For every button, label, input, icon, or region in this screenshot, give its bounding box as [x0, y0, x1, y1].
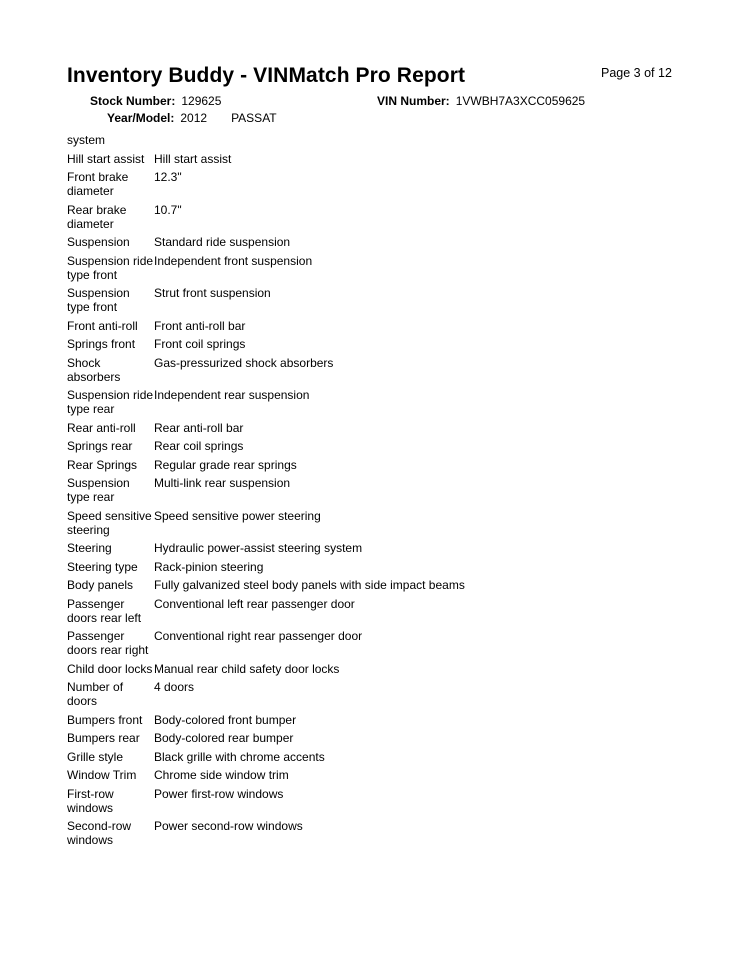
spec-row [67, 731, 465, 745]
spec-value: Hill start assist [154, 151, 232, 166]
spec-label: Steering type [67, 559, 138, 574]
vin-number-label: VIN Number: [377, 94, 450, 108]
year-model-label: Year/Model: [107, 111, 175, 125]
spec-label: First-row windows [67, 786, 114, 815]
spec-row [67, 170, 465, 198]
spec-value: Regular grade rear springs [154, 457, 297, 472]
spec-row [67, 662, 465, 676]
spec-value: Front anti-roll bar [154, 318, 246, 333]
stock-number [90, 94, 221, 108]
spec-value: Manual rear child safety door locks [154, 661, 340, 676]
spec-value: Body-colored rear bumper [154, 731, 294, 745]
spec-value: Standard ride suspension [154, 235, 291, 249]
spec-label: Suspension type front [67, 286, 130, 314]
spec-value: Independent rear suspension [154, 388, 310, 402]
spec-label: Passenger doors rear right [67, 629, 149, 657]
year-model [107, 111, 277, 125]
spec-label: Suspension ride type rear [67, 388, 154, 416]
spec-label: Suspension type rear [67, 476, 130, 504]
spec-row [67, 750, 465, 764]
year-value: 2012 [180, 111, 208, 125]
spec-row [67, 421, 465, 435]
spec-label: Speed sensitive steering [67, 508, 152, 537]
spec-value: Strut front suspension [154, 286, 271, 300]
spec-label: Second-row windows [67, 819, 132, 847]
spec-value: Power second-row windows [154, 819, 303, 833]
spec-label: Springs front [67, 337, 136, 351]
spec-row [67, 560, 465, 574]
spec-row [67, 458, 465, 472]
spec-label: Springs rear [67, 439, 133, 453]
continuation-text: system [67, 133, 106, 147]
spec-row [67, 476, 465, 504]
spec-label: Window Trim [67, 768, 137, 782]
spec-label: Body panels [67, 578, 134, 592]
spec-table [67, 133, 465, 852]
page-number: Page 3 of 12 [601, 66, 672, 80]
spec-label: Rear brake diameter [67, 202, 127, 231]
stock-number-label: Stock Number: [90, 94, 176, 108]
spec-value: 10.7" [154, 202, 182, 217]
spec-row [67, 439, 465, 453]
report-title: Inventory Buddy - VINMatch Pro Report [67, 64, 466, 87]
spec-row [67, 356, 465, 384]
spec-value: Independent front suspension [154, 253, 313, 268]
spec-row [67, 597, 465, 625]
spec-row [67, 203, 465, 231]
spec-row [67, 768, 465, 782]
spec-value: Rack-pinion steering [154, 559, 264, 574]
spec-label: Bumpers front [67, 712, 143, 727]
spec-row [67, 337, 465, 351]
model-value: PASSAT [231, 111, 277, 125]
stock-number-value: 129625 [181, 94, 222, 108]
spec-value: 12.3" [154, 170, 182, 184]
spec-label: Suspension [67, 235, 130, 249]
vin-number-value: 1VWBH7A3XCC059625 [455, 94, 586, 108]
spec-value: Conventional left rear passenger door [154, 596, 355, 611]
spec-row [67, 254, 465, 282]
spec-row [67, 388, 465, 416]
spec-row [67, 680, 465, 708]
spec-value: Chrome side window trim [154, 768, 289, 782]
vin-number [377, 94, 585, 108]
spec-label: Rear anti-roll [67, 420, 136, 435]
spec-row [67, 319, 465, 333]
spec-label: Grille style [67, 749, 124, 764]
spec-value: Conventional right rear passenger door [154, 629, 363, 643]
spec-row [67, 286, 465, 314]
spec-label: Front anti-roll [67, 318, 138, 333]
spec-label: Shock absorbers [67, 355, 121, 384]
spec-row [67, 629, 465, 657]
spec-label: Number of doors [67, 680, 124, 708]
spec-label: Front brake diameter [67, 170, 129, 198]
spec-label: Suspension ride type front [67, 253, 154, 282]
spec-row [67, 819, 465, 847]
spec-value: Gas-pressurized shock absorbers [154, 355, 334, 370]
spec-row [67, 578, 465, 592]
spec-value: Fully galvanized steel body panels with side impact beams [154, 578, 465, 592]
spec-value: Power first-row windows [154, 786, 284, 801]
spec-row [67, 713, 465, 727]
spec-value: Multi-link rear suspension [154, 476, 291, 490]
spec-value: Rear coil springs [154, 439, 244, 453]
spec-value: Hydraulic power-assist steering system [154, 541, 363, 555]
spec-label: Hill start assist [67, 151, 145, 166]
spec-row [67, 152, 465, 166]
spec-value: Front coil springs [154, 337, 246, 351]
spec-row [67, 787, 465, 815]
spec-value: Speed sensitive power steering [154, 508, 321, 523]
spec-value: Black grille with chrome accents [154, 749, 325, 764]
spec-label: Steering [67, 541, 112, 555]
spec-value: Body-colored front bumper [154, 712, 297, 727]
spec-row [67, 509, 465, 537]
spec-row [67, 541, 465, 555]
spec-value: Rear anti-roll bar [154, 420, 244, 435]
spec-label: Rear Springs [67, 457, 138, 472]
spec-label: Passenger doors rear left [67, 596, 142, 625]
spec-label: Bumpers rear [67, 731, 140, 745]
spec-row [67, 235, 465, 249]
spec-value: 4 doors [154, 680, 195, 694]
spec-label: Child door locks [67, 661, 153, 676]
